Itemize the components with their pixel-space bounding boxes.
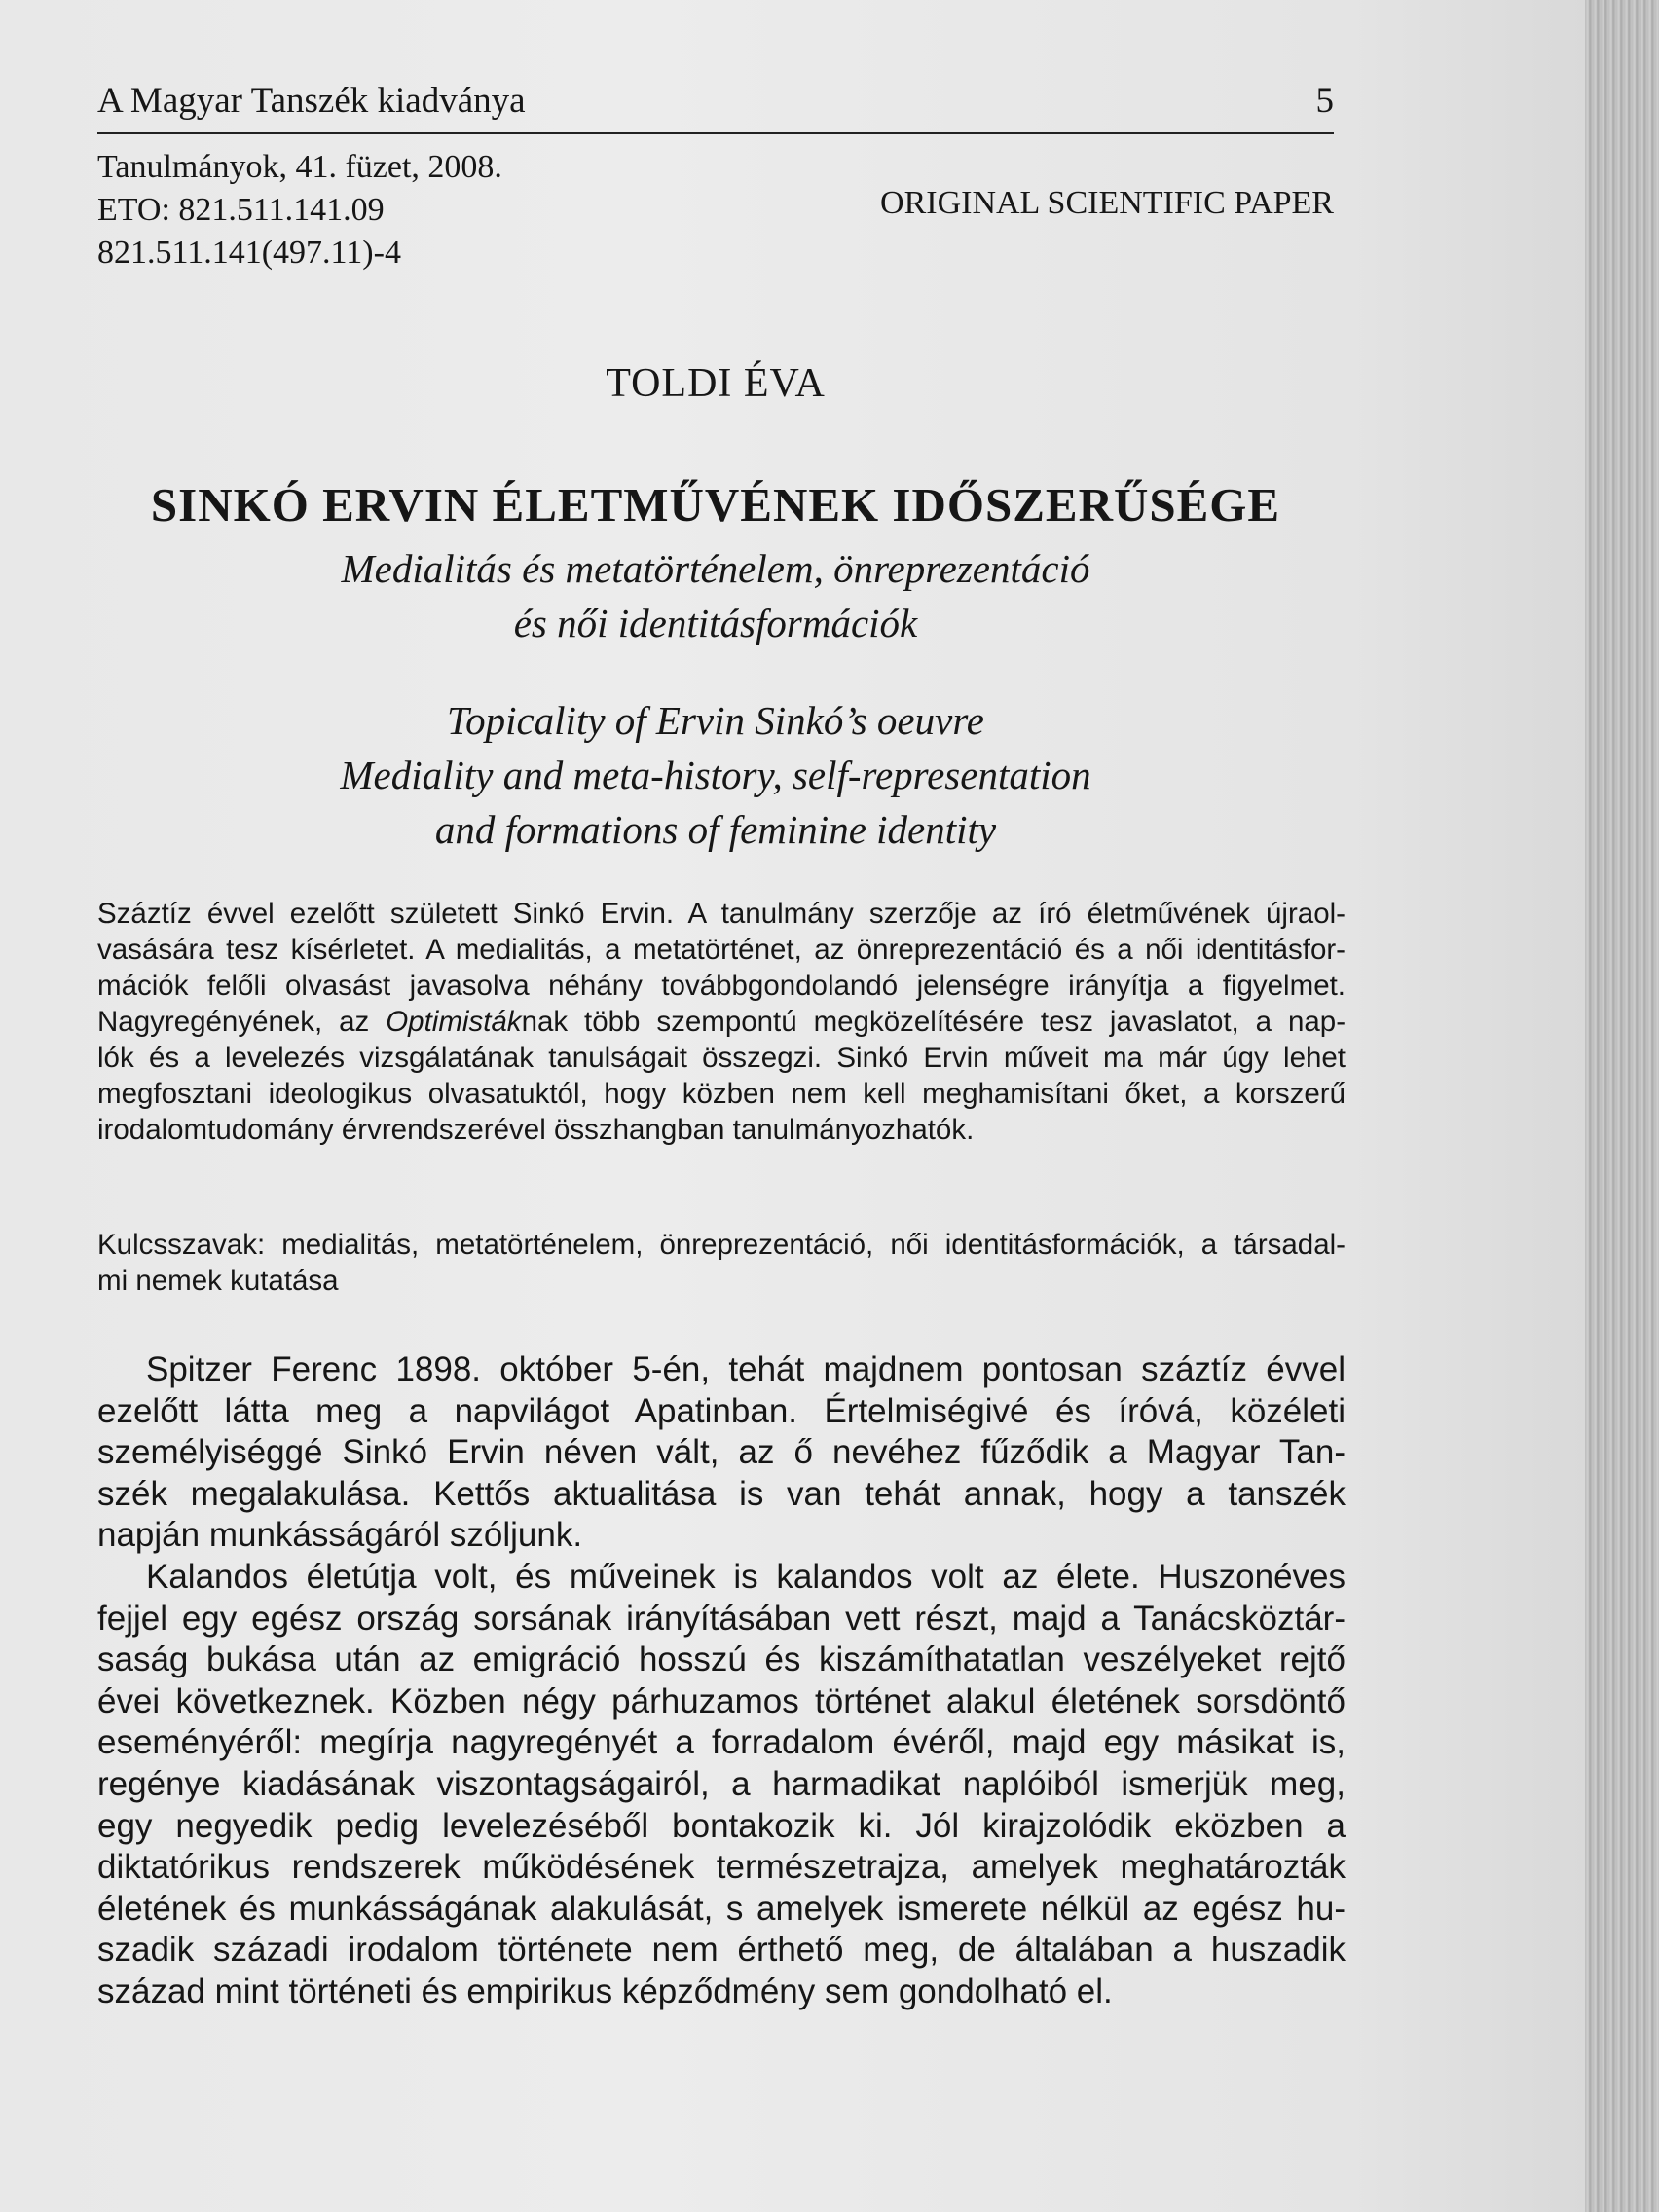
- eto-code-1: ETO: 821.511.141.09: [97, 192, 385, 228]
- body-line: eseményéről: megírja nagyregényét a forradalom évéről, majd egy másikat is,: [97, 1723, 1346, 1762]
- subtitle-line: Medialitás és metatörténelem, önreprezentáció: [341, 546, 1090, 591]
- body-line: Kalandos életútja volt, és műveinek is kalandos volt az élete. Huszonéves: [146, 1557, 1346, 1596]
- body-line: Spitzer Ferenc 1898. október 5-én, tehát majdnem pontosan száztíz évvel: [146, 1350, 1346, 1388]
- body-line: napján munkásságáról szóljunk.: [97, 1516, 583, 1555]
- author-name: TOLDI ÉVA: [606, 361, 826, 406]
- body-line: évei következnek. Közben négy párhuzamos történet alakul életének sorsdöntő: [97, 1681, 1346, 1720]
- journal-name: A Magyar Tanszék kiadványa: [97, 81, 526, 121]
- english-title-line: Topicality of Ervin Sinkó’s oeuvre: [447, 698, 984, 743]
- publication-meta: [97, 146, 502, 275]
- body-line: személyiséggé Sinkó Ervin néven vált, az ő nevéhez fűződik a Magyar Tan-: [97, 1433, 1346, 1472]
- body-line: fejjel egy egész ország sorsának irányításában vett részt, majd a Tanácsköztár-: [97, 1599, 1346, 1638]
- abstract-text: nak több szempontú megközelítésére tesz javaslatot, a nap-: [521, 1006, 1346, 1038]
- eto-code-2: 821.511.141(497.11)-4: [97, 235, 401, 271]
- english-title: [0, 693, 1431, 857]
- abstract-line: megfosztani ideologikus olvasatuktól, hogy közben nem kell meghamisítani őket, a korszerű: [97, 1078, 1346, 1110]
- volume-info: Tanulmányok, 41. füzet, 2008.: [97, 149, 502, 185]
- abstract: [97, 896, 1346, 1148]
- keywords: [97, 1227, 1346, 1299]
- body-line: regénye kiadásának viszontagságairól, a harmadikat naplóiból ismerjük meg,: [97, 1764, 1346, 1803]
- article-title: SINKÓ ERVIN ÉLETMŰVÉNEK IDŐSZERŰSÉGE: [150, 478, 1281, 532]
- abstract-text: Nagyregényének, az: [97, 1006, 387, 1038]
- body-line: egy negyedik pedig levelezéséből bontakozik ki. Jól kirajzolódik eközben a: [97, 1806, 1346, 1845]
- abstract-line: vasására tesz kísérletet. A medialitás, a metatörténet, az önreprezentáció és a női identitásfor-: [97, 934, 1346, 966]
- keywords-line: Kulcsszavak: medialitás, metatörténelem, önreprezentáció, női identitásformációk, a társadal-: [97, 1229, 1346, 1261]
- body-line: diktatórikus rendszerek működésének természetrajza, amelyek meghatározták: [97, 1848, 1346, 1887]
- subtitle-line: és női identitásformációk: [513, 601, 918, 645]
- abstract-line: mációk felőli olvasást javasolva néhány továbbgondolandó jelenségre irányítja a figyelmet.: [97, 970, 1346, 1002]
- novel-title-italic: Optimisták: [386, 1006, 522, 1038]
- running-header: [97, 78, 1334, 134]
- body-line: ezelőtt látta meg a napvilágot Apatinban. Értelmiségivé és íróvá, közéleti: [97, 1391, 1346, 1430]
- abstract-line: irodalomtudomány érvrendszerével összhangban tanulmányozhatók.: [97, 1114, 975, 1146]
- keywords-line: mi nemek kutatása: [97, 1265, 339, 1297]
- english-title-line: and formations of feminine identity: [434, 807, 997, 852]
- body-line: század mint történeti és empirikus képződmény sem gondolható el.: [97, 1972, 1113, 2010]
- body-line: életének és munkásságának alakulását, s amelyek ismerete nélkül az egész hu-: [97, 1889, 1346, 1928]
- page-number: 5: [1315, 81, 1334, 121]
- hungarian-subtitle: [0, 541, 1431, 650]
- book-page-edges: [1585, 0, 1659, 2212]
- body-text: [97, 1349, 1346, 2013]
- body-line: szék megalakulása. Kettős aktualitása is van tehát annak, hogy a tanszék: [97, 1474, 1346, 1513]
- body-line: saság bukása után az emigráció hosszú és kiszámíthatatlan veszélyeket rejtő: [97, 1641, 1346, 1679]
- body-line: szadik századi irodalom története nem érthető meg, de általában a huszadik: [97, 1931, 1346, 1970]
- abstract-line: Száztíz évvel ezelőtt született Sinkó Ervin. A tanulmány szerzője az író életművének újraol-: [97, 898, 1346, 930]
- english-title-line: Mediality and meta-history, self-representation: [340, 753, 1091, 797]
- abstract-line: lók és a levelezés vizsgálatának tanulságait összegzi. Sinkó Ervin műveit ma már úgy lehet: [97, 1042, 1346, 1074]
- paper-type-label: ORIGINAL SCIENTIFIC PAPER: [880, 185, 1334, 221]
- abstract-line: [97, 1004, 1346, 1040]
